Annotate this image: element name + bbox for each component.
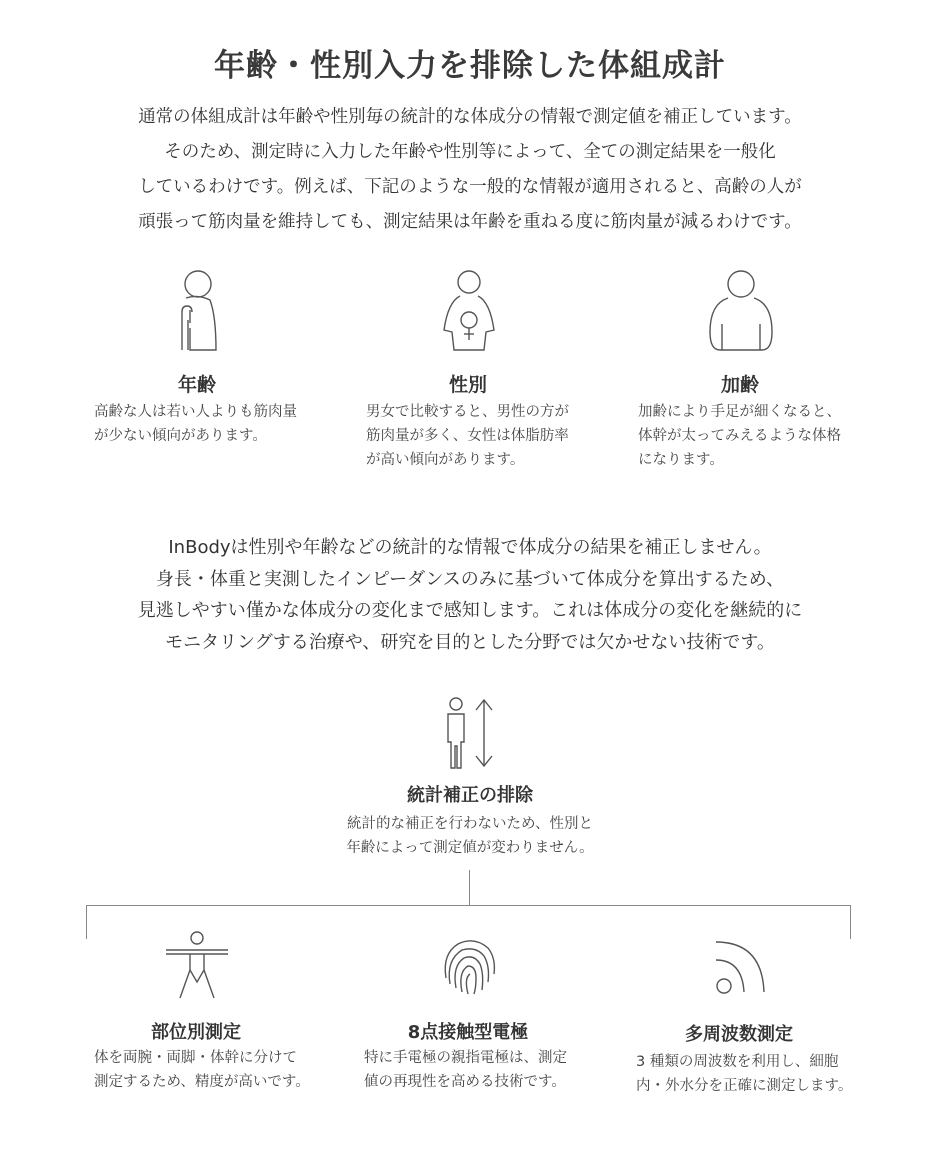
feature-desc-multifrequency (636, 1050, 852, 1098)
intro-line: 通常の体組成計は年齢や性別毎の統計的な体成分の情報で測定値を補正しています。 (138, 107, 802, 127)
desc-line: 値の再現性を高める技術です。 (364, 1074, 566, 1090)
signal-waves-icon (712, 938, 770, 998)
factor-title-gender: 性別 (448, 374, 487, 396)
intro-line: そのため、測定時に入力した年齢や性別等によって、全ての測定結果を一般化 (164, 142, 776, 162)
desc-line: 年齢によって測定値が変わりません。 (346, 840, 594, 856)
desc-line: 体幹が太ってみえるような体格 (638, 428, 841, 444)
inbody-paragraph (70, 532, 870, 658)
inbody-line: InBodyは性別や年齢などの統計的な情報で体成分の結果を補正しません。 (168, 537, 772, 558)
desc-line: になります。 (638, 452, 724, 468)
factor-title-age: 年齢 (177, 374, 216, 396)
intro-line: 頑張って筋肉量を維持しても、測定結果は年齢を重ねる度に筋肉量が減るわけです。 (138, 212, 802, 232)
desc-line: 内・外水分を正確に測定します。 (636, 1078, 853, 1094)
center-title: 統計補正の排除 (407, 785, 533, 806)
inbody-line: モニタリングする治療や、研究を目的とした分野では欠かせない技術です。 (165, 631, 775, 653)
desc-line: が高い傾向があります。 (366, 452, 525, 468)
connector-right (850, 905, 851, 939)
overweight-person-icon (706, 268, 776, 352)
person-outstretched-arms-icon (164, 930, 230, 1000)
factor-desc-age (94, 400, 297, 448)
factor-desc-aging (638, 400, 841, 472)
inbody-line: 見逃しやすい僅かな体成分の変化まで感知します。これは体成分の変化を継続的に (137, 600, 803, 621)
fingerprint-icon (436, 934, 500, 998)
center-desc (300, 812, 640, 860)
desc-line: 加齢により手足が細くなると、 (638, 404, 841, 420)
inbody-line: 身長・体重と実測したインピーダンスのみに基づいて体成分を算出するため、 (155, 568, 785, 590)
feature-desc-electrode (364, 1046, 567, 1094)
intro-line: しているわけです。例えば、下記のような一般的な情報が適用されると、高齢の人が (138, 177, 802, 197)
feature-title-segmental: 部位別測定 (151, 1022, 241, 1043)
elderly-person-with-cane-icon (168, 268, 224, 352)
feature-desc-segmental (94, 1046, 310, 1094)
desc-line: 3 種類の周波数を利用し、細胞 (636, 1054, 839, 1070)
desc-line: 測定するため、精度が高いです。 (94, 1074, 310, 1090)
feature-title-multifrequency: 多周波数測定 (685, 1024, 793, 1045)
connector-vertical (469, 870, 470, 906)
person-height-arrow-icon (442, 696, 498, 770)
female-symbol-person-icon (438, 268, 500, 352)
factor-title-aging: 加齢 (720, 374, 759, 396)
desc-line: 男女で比較すると、男性の方が (366, 404, 569, 420)
desc-line: が少ない傾向があります。 (94, 428, 267, 444)
feature-title-electrode: 8点接触型電極 (407, 1022, 529, 1043)
desc-line: 統計的な補正を行わないため、性別と (347, 816, 593, 832)
desc-line: 体を両腕・両脚・体幹に分けて (94, 1050, 297, 1066)
desc-line: 特に手電極の親指電極は、測定 (364, 1050, 567, 1066)
desc-line: 筋肉量が多く、女性は体脂肪率 (366, 428, 569, 444)
page-title: 年齢・性別入力を排除した体組成計 (214, 48, 726, 84)
desc-line: 高齢な人は若い人よりも筋肉量 (94, 404, 297, 420)
connector-horizontal (86, 905, 851, 906)
intro-paragraph (70, 100, 870, 240)
factor-desc-gender (366, 400, 569, 472)
connector-left (86, 905, 87, 939)
